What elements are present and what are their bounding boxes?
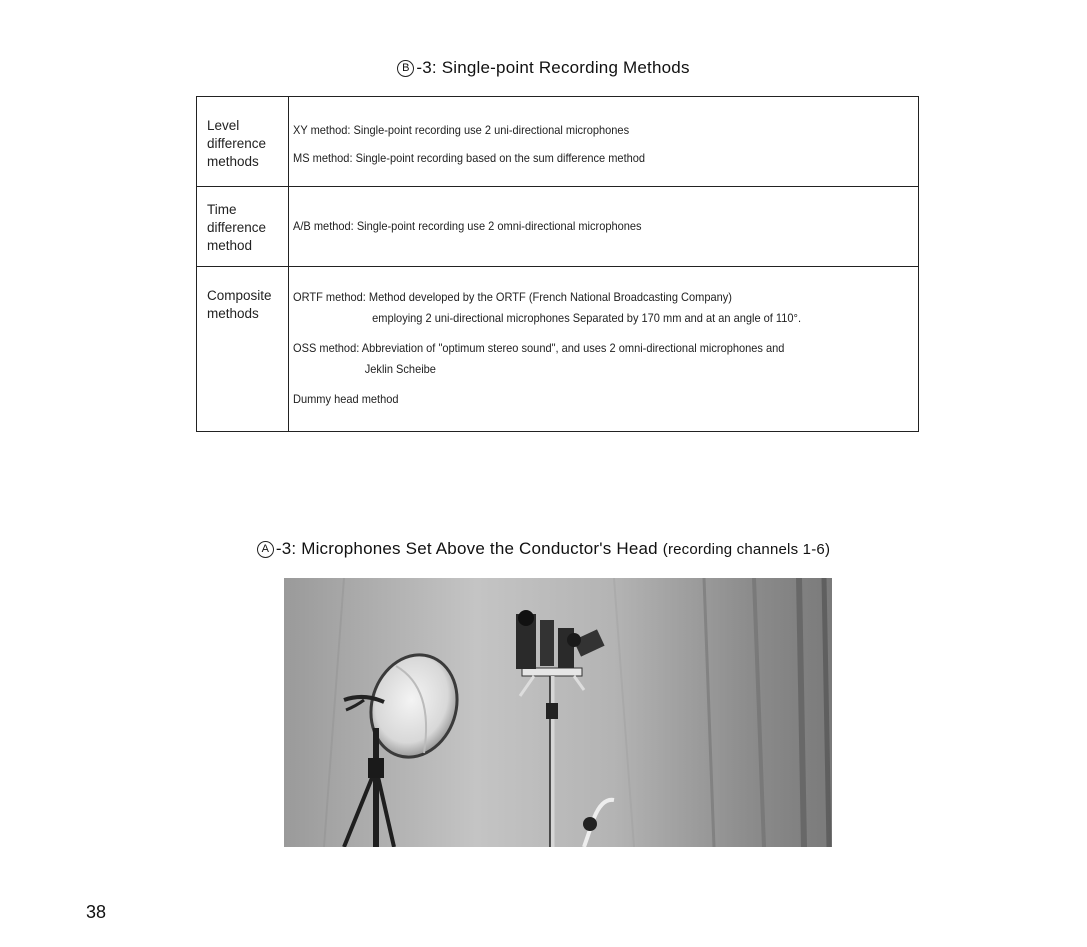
category-level-difference: Level difference methods xyxy=(197,97,289,187)
recording-methods-table xyxy=(196,96,919,432)
figure-a-subtitle: (recording channels 1-6) xyxy=(662,541,831,558)
ms-method-text: MS method: Single-point recording based on the sum difference method xyxy=(293,151,646,165)
ortf-method-continued: employing 2 uni-directional microphones Separated by 170 mm and at an angle of 110°. xyxy=(372,311,802,325)
category-composite: Composite methods xyxy=(197,267,289,432)
figure-a-badge: A xyxy=(257,541,274,558)
figure-b-title-text: -3: Single-point Recording Methods xyxy=(416,58,690,77)
methods-level-difference xyxy=(289,97,919,187)
methods-composite xyxy=(289,267,919,432)
oss-method-text: OSS method: Abbreviation of "optimum stereo sound", and uses 2 omni-directional microphones and xyxy=(293,341,785,355)
figure-a-title xyxy=(0,539,1087,559)
table-row-level-difference xyxy=(197,97,919,187)
ortf-method-text: ORTF method: Method developed by the ORTF (French National Broadcasting Company) xyxy=(293,290,732,304)
table-row-composite xyxy=(197,267,919,432)
category-time-difference: Time difference method xyxy=(197,187,289,267)
ab-method-text: A/B method: Single-point recording use 2 omni-directional microphones xyxy=(293,219,642,233)
xy-method-text: XY method: Single-point recording use 2 uni-directional microphones xyxy=(293,123,630,137)
figure-a-title-text: -3: Microphones Set Above the Conductor's Head xyxy=(275,539,658,558)
table-row-time-difference xyxy=(197,187,919,267)
oss-method-continued: Jeklin Scheibe xyxy=(364,362,436,376)
figure-b-badge: B xyxy=(397,60,414,77)
page-number: 38 xyxy=(86,902,107,922)
dummy-head-method-text: Dummy head method xyxy=(293,392,399,406)
methods-time-difference xyxy=(289,187,919,267)
figure-b-title xyxy=(0,58,1087,78)
microphone-photo xyxy=(284,578,832,847)
